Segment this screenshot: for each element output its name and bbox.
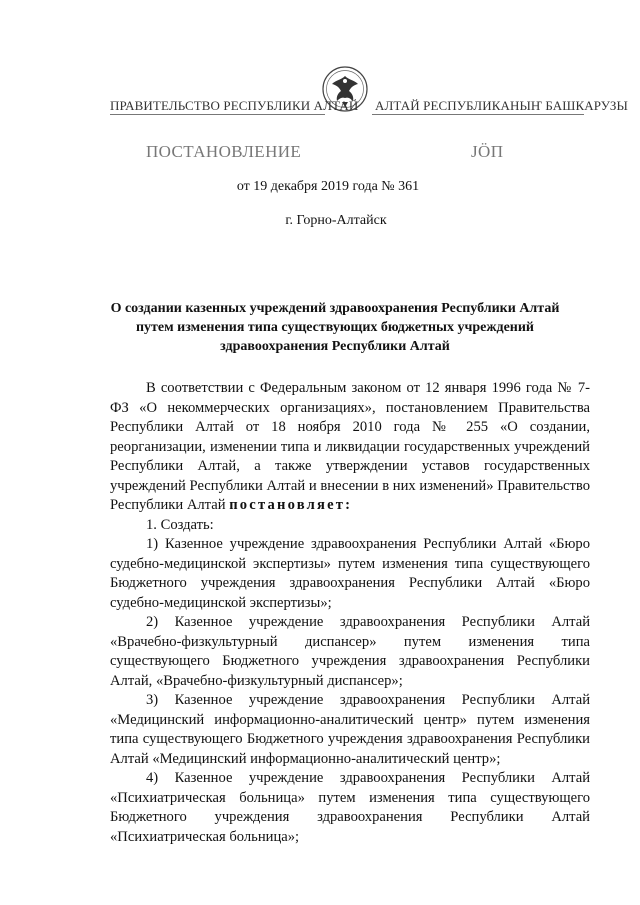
doc-type-ru: ПОСТАНОВЛЕНИЕ <box>146 142 302 161</box>
header-rule-right <box>372 114 584 115</box>
list-item: 4) Казенное учреждение здравоохранения Республики Алтай «Психиатрическая больница» путем изменения типа существующего Бюджетного учреждения здравоохранения Республики Алтай «Психиатрическая больница»; <box>110 770 590 845</box>
header-org-alt: АЛТАЙ РЕСПУБЛИКАНЫҤ БАШКАРУЗЫ <box>375 98 628 113</box>
document-title <box>100 299 570 356</box>
resolves-keyword: постановляет: <box>229 497 353 513</box>
title-line: здравоохранения Республики Алтай <box>220 339 450 354</box>
title-line: путем изменения типа существующих бюджетных учреждений <box>135 320 534 335</box>
header-org-ru: ПРАВИТЕЛЬСТВО РЕСПУБЛИКИ АЛТАЙ <box>110 98 359 113</box>
doc-type-alt: ЈӦП <box>471 142 504 161</box>
items-list <box>110 535 590 847</box>
title-line: О создании казенных учреждений здравоохранения Республики Алтай <box>110 301 560 316</box>
item-1-heading: 1. Создать: <box>146 517 214 533</box>
list-item: 1) Казенное учреждение здравоохранения Республики Алтай «Бюро судебно-медицинской экспертизы» путем изменения типа существующего Бюджетного учреждения здравоохранения Республики Алтай «Бюро судебно-медицинской экспертизы»; <box>110 536 590 611</box>
date-line: от 19 декабря 2019 года № 361 <box>236 179 420 194</box>
list-item: 2) Казенное учреждение здравоохранения Республики Алтай «Врачебно-физкультурный диспансер» путем изменения типа существующего Бюджетного учреждения здравоохранения Республики Алтай, «Врачебно-физкультурный диспансер»; <box>110 614 590 689</box>
city-line: г. Горно-Алтайск <box>285 213 387 228</box>
intro-section <box>110 379 590 516</box>
intro-text: В соответствии с Федеральным законом от 12 января 1996 года № 7-ФЗ «О некоммерческих организациях», постановлением Правительства Республики Алтай от 18 ноября 2010 года № 255 «О создании, реорганизации, изменении типа и ликвидации государственных учреждений Республики Алтай, а также утверждении уставов государственных учреждений Республики Алтай и внесении в них изменений» Правительство Республики Алтай <box>110 380 590 513</box>
intro-paragraph <box>110 379 590 516</box>
header-rule-left <box>110 114 325 115</box>
list-item: 3) Казенное учреждение здравоохранения Республики Алтай «Медицинский информационно-аналитический центр» путем изменения типа существующего Бюджетного учреждения здравоохранения Республики Алтай «Медицинский информационно-аналитический центр»; <box>110 692 590 767</box>
item-1-section <box>110 516 590 536</box>
